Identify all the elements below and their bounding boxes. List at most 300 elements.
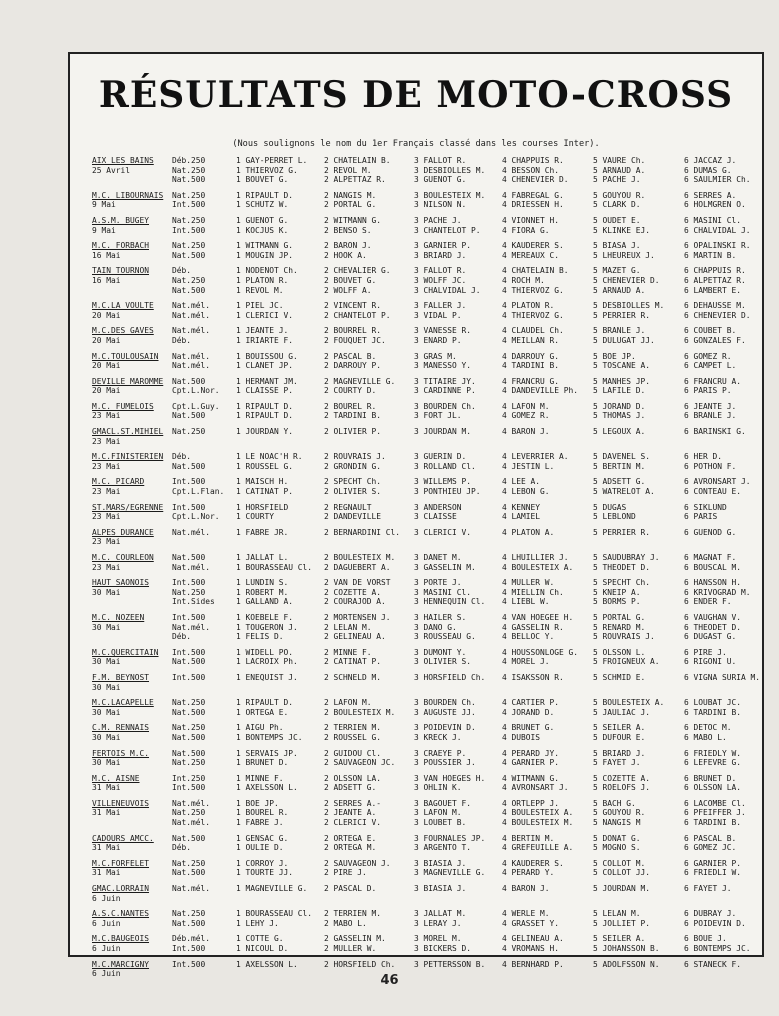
- club-name: AIX LES BAINS: [92, 156, 154, 165]
- placing-1: 1 ENEQUIST J.: [236, 672, 298, 682]
- placing-2: 2 COURAJOD A.: [324, 597, 386, 607]
- placing-6: 6 PARIS: [684, 512, 718, 522]
- result-row: [92, 462, 762, 472]
- placing-2: 2 ALPETTAZ R.: [324, 175, 386, 185]
- result-row: [92, 266, 762, 276]
- result-row: [92, 578, 762, 588]
- event-date: 6 Juin: [92, 969, 121, 979]
- placing-2: 2 BOUREL R.: [324, 401, 377, 411]
- placing-6: 6 DEHAUSSE M.: [684, 301, 746, 311]
- placing-2: 2 ADSETT G.: [324, 783, 377, 793]
- placing-2: 2 OLIVIER P.: [324, 427, 382, 437]
- placing-3: 3 CLAISSE: [414, 512, 457, 522]
- placing-5: 5 LELAN M.: [593, 909, 641, 919]
- placing-3: 3 MASINI Cl.: [414, 587, 472, 597]
- placing-3: 3 KRECK J.: [414, 732, 462, 742]
- race-category: Int.Sides: [172, 597, 215, 607]
- result-row: [92, 553, 762, 563]
- placing-5: 5 PERRIER R.: [593, 527, 651, 537]
- event-date: 30 Mai: [92, 732, 121, 742]
- placing-4: 4 LAMIEL: [502, 512, 541, 522]
- placing-5: 5 DULUGAT JJ.: [593, 335, 655, 345]
- placing-6: 6 BOUSCAL M.: [684, 562, 742, 572]
- placing-5: 5 VAURE Ch.: [593, 156, 646, 165]
- placing-3: 3 CLERICI V.: [414, 527, 472, 537]
- placing-3: 3 ARGENTO T.: [414, 843, 472, 853]
- placing-2: 2 COZETTE A.: [324, 587, 382, 597]
- placing-2: 2 WITMANN G.: [324, 215, 382, 225]
- placing-4: 4 JESTIN L.: [502, 461, 555, 471]
- race-category: Nat.250: [172, 215, 206, 225]
- placing-6: 6 MABO L.: [684, 732, 727, 742]
- result-row: [92, 226, 762, 236]
- placing-3: 3 MANESSO Y.: [414, 361, 472, 371]
- placing-6: 6 POIDEVIN D.: [684, 918, 746, 928]
- race-category: Nat.250: [172, 190, 206, 200]
- event-date: 30 Mai: [92, 587, 121, 597]
- race-category: Nat.500: [172, 376, 206, 386]
- placing-6: 6 GOMEZ JC.: [684, 843, 737, 853]
- placing-6: 6 TARDINI B.: [684, 818, 742, 828]
- race-category: Nat.250: [172, 275, 206, 285]
- placing-6: 6 MASINI Cl.: [684, 215, 742, 225]
- placing-1: 1 MOUGIN JP.: [236, 250, 294, 260]
- club-name: GMACL.ST.MIHIEL: [92, 427, 164, 437]
- club-name: M.C.FINISTERIEN: [92, 452, 164, 462]
- placing-3: 3 TITAIRE JY.: [414, 376, 476, 386]
- placing-4: 4 BERNHARD P.: [502, 959, 564, 969]
- placing-6: 6 HOLMGREN O.: [684, 200, 746, 210]
- placing-4: 4 MEREAUX C.: [502, 250, 560, 260]
- placing-4: 4 CHENEVIER D.: [502, 175, 569, 185]
- placing-3: 3 MOREL M.: [414, 934, 462, 944]
- placing-1: 1 BOUISSOU G.: [236, 351, 298, 361]
- placing-5: 5 PORTAL G.: [593, 612, 646, 622]
- result-row: [92, 708, 762, 718]
- event-date: 31 Mai: [92, 783, 121, 793]
- placing-1: 1 BOURASSEAU Cl.: [236, 909, 313, 919]
- event-date: 30 Mai: [92, 682, 121, 692]
- placing-2: 2 OLIVIER S.: [324, 487, 382, 497]
- placing-3: 3 VANESSE R.: [414, 326, 472, 336]
- event-date: 25 Avril: [92, 165, 131, 175]
- results-frame: [68, 52, 764, 979]
- result-row: [92, 311, 762, 321]
- race-category: Nat.250: [172, 758, 206, 768]
- placing-1: 1 FELIS D.: [236, 632, 284, 642]
- placing-2: 2 BENSO S.: [324, 225, 372, 235]
- result-row: [92, 276, 762, 286]
- placing-1: 1 MINNE F.: [236, 773, 284, 783]
- result-block: [92, 241, 762, 260]
- placing-5: 5 ROELOFS J.: [593, 783, 651, 793]
- placing-4: 4 BRUNET G.: [502, 723, 555, 733]
- placing-3: 3 FALLOT R.: [414, 266, 467, 276]
- placing-5: 5 DESBIOLLES M.: [593, 301, 665, 311]
- placing-4: 4 CHAPPUIS R.: [502, 156, 564, 165]
- race-category: Nat.500: [172, 707, 206, 717]
- placing-3: 3 FALLER J.: [414, 301, 467, 311]
- placing-2: 2 DAGUEBERT A.: [324, 562, 391, 572]
- race-category: Déb.: [172, 335, 192, 345]
- placing-4: 4 MEILLAN R.: [502, 335, 560, 345]
- placing-4: 4 BESSON Ch.: [502, 165, 560, 175]
- result-block: [92, 326, 762, 345]
- placing-4: 4 DRIESSEN H.: [502, 200, 564, 210]
- result-row: [92, 843, 762, 853]
- result-row: [92, 648, 762, 658]
- result-row: [92, 537, 762, 547]
- placing-4: 4 KAUDERER S.: [502, 241, 564, 251]
- placing-3: 3 DANET M.: [414, 553, 462, 562]
- race-category: Nat.mél.: [172, 326, 211, 336]
- placing-4: 4 WERLE M.: [502, 909, 550, 919]
- result-row: [92, 613, 762, 623]
- result-row: [92, 528, 762, 538]
- placing-5: 5 LEGOUX A.: [593, 427, 646, 437]
- result-block: [92, 352, 762, 371]
- race-category: Nat.mél.: [172, 351, 211, 361]
- race-category: Int.500: [172, 200, 206, 210]
- event-date: 9 Mai: [92, 200, 116, 210]
- race-category: Nat.mél.: [172, 884, 211, 894]
- placing-1: 1 AIGU Ph.: [236, 723, 284, 733]
- placing-2: 2 DARROUY P.: [324, 361, 382, 371]
- placing-1: 1 WIDELL PO.: [236, 647, 294, 657]
- placing-4: 4 ROCH M.: [502, 275, 545, 285]
- placing-4: 4 ISAKSSON R.: [502, 672, 564, 682]
- placing-2: 2 MORTENSEN J.: [324, 612, 391, 622]
- result-row: [92, 437, 762, 447]
- placing-2: 2 LELAN M.: [324, 622, 372, 632]
- placing-4: 4 THIERVOZ G.: [502, 285, 564, 295]
- result-block: [92, 191, 762, 210]
- race-category: Nat.mél.: [172, 310, 211, 320]
- placing-3: 3 POUSSIER J.: [414, 758, 476, 768]
- placing-6: 6 VAUGHAN V.: [684, 612, 742, 622]
- placing-5: 5 KLINKE EJ.: [593, 225, 651, 235]
- placing-1: 1 REVOL M.: [236, 285, 284, 295]
- result-row: [92, 683, 762, 693]
- placing-2: 2 CHEVALIER G.: [324, 266, 391, 276]
- placing-2: 2 NANGIS M.: [324, 190, 377, 200]
- race-category: Nat.500: [172, 461, 206, 471]
- race-category: Nat.250: [172, 723, 206, 733]
- placing-2: 2 HOOK A.: [324, 250, 367, 260]
- placing-6: 6 FRIEDLI W.: [684, 868, 742, 878]
- placing-3: 3 MAGNEVILLE G.: [414, 868, 486, 878]
- page-title: RÉSULTATS DE MOTO-CROSS: [98, 74, 734, 116]
- placing-2: 2 BOULESTEIX M.: [324, 553, 396, 562]
- race-category: Nat.500: [172, 285, 206, 295]
- placing-2: 2 JEANTE A.: [324, 808, 377, 818]
- placing-1: 1 OULIE D.: [236, 843, 284, 853]
- placing-4: 4 VAN HOEGEE H.: [502, 612, 574, 622]
- placing-4: 4 VIONNET H.: [502, 215, 560, 225]
- placing-5: 5 DUFOUR E.: [593, 732, 646, 742]
- placing-1: 1 PLATON R.: [236, 275, 289, 285]
- placing-6: 6 CHENEVIER D.: [684, 310, 751, 320]
- club-name: M.C.MARCIGNY: [92, 959, 150, 969]
- placing-6: 6 CAMPET L.: [684, 361, 737, 371]
- race-category: Nat.500: [172, 732, 206, 742]
- result-block: [92, 673, 762, 692]
- placing-6: 6 PARIS P.: [684, 386, 732, 396]
- placing-3: 3 PETTERSSON B.: [414, 959, 486, 969]
- placing-5: 5 FROIGNEUX A.: [593, 657, 660, 667]
- placing-1: 1 GENSAC G.: [236, 833, 289, 843]
- placing-6: 6 THEODET D.: [684, 622, 742, 632]
- race-category: Nat.mél.: [172, 818, 211, 828]
- placing-5: 5 JOHANSSON B.: [593, 944, 660, 953]
- event-date: 30 Mai: [92, 707, 121, 717]
- event-date: 16 Mai: [92, 275, 121, 285]
- placing-4: 4 CLAUDEL Ch.: [502, 326, 564, 336]
- result-row: [92, 411, 762, 421]
- result-row: [92, 623, 762, 633]
- placing-1: 1 FABRE JR.: [236, 527, 289, 537]
- placing-6: 6 ENDER F.: [684, 597, 732, 607]
- race-category: Nat.250: [172, 698, 206, 708]
- placing-5: 5 BERTIN M.: [593, 461, 646, 471]
- result-row: [92, 749, 762, 759]
- placing-2: 2 HORSFIELD Ch.: [324, 959, 396, 969]
- placing-1: 1 ROBERT M.: [236, 587, 289, 597]
- placing-5: 5 ADSETT G.: [593, 477, 646, 487]
- placing-5: 5 COLLOT JJ.: [593, 868, 651, 878]
- placing-3: 3 AUGUSTE JJ.: [414, 707, 476, 717]
- event-date: 9 Mai: [92, 225, 116, 235]
- placing-4: 4 CHATELAIN B.: [502, 266, 569, 276]
- placing-1: 1 HORSFIELD: [236, 502, 289, 512]
- placing-2: 2 REGNAULT: [324, 502, 372, 512]
- placing-4: 4 DARROUY G.: [502, 351, 560, 361]
- placing-2: 2 MAGNEVILLE G.: [324, 376, 396, 386]
- result-row: [92, 632, 762, 642]
- placing-5: 5 BACH G.: [593, 798, 636, 808]
- placing-4: 4 FABREGAL G.: [502, 190, 564, 200]
- placing-1: 1 RIPAULT D.: [236, 190, 294, 200]
- club-name: ST.MARS/EGRENNE: [92, 502, 164, 512]
- placing-1: 1 RIPAULT D.: [236, 698, 294, 708]
- event-date: 30 Mai: [92, 622, 121, 632]
- placing-1: 1 CLAISSE P.: [236, 386, 294, 396]
- placing-2: 2 SPECHT Ch.: [324, 477, 382, 487]
- placing-1: 1 ROUSSEL G.: [236, 461, 294, 471]
- placing-6: 6 GUENOD G.: [684, 527, 737, 537]
- placing-2: 2 ORTEGA E.: [324, 833, 377, 843]
- placing-4: 4 GOMEZ R.: [502, 411, 550, 421]
- race-category: Cpt.L.Flan.: [172, 487, 225, 497]
- placing-6: 6 COUBET B.: [684, 326, 737, 336]
- result-block: [92, 723, 762, 742]
- placing-4: 4 KENNEY: [502, 502, 541, 512]
- placing-3: 3 GASSELIN M.: [414, 562, 476, 572]
- placing-2: 2 SCHNELD M.: [324, 672, 382, 682]
- placing-5: 5 DONAT G.: [593, 833, 641, 843]
- placing-3: 3 VAN HOEGES H.: [414, 773, 486, 783]
- placing-2: 2 BOUVET G.: [324, 275, 377, 285]
- page-number: 46: [380, 973, 399, 988]
- placing-1: 1 JEANTE J.: [236, 326, 289, 336]
- result-row: [92, 868, 762, 878]
- result-row: [92, 286, 762, 296]
- result-block: [92, 402, 762, 421]
- placing-5: 5 ARNAUD A.: [593, 285, 646, 295]
- placing-5: 5 PACHE J.: [593, 175, 641, 185]
- placing-4: 4 MOREL J.: [502, 657, 550, 667]
- placing-1: 1 RIPAULT D.: [236, 401, 294, 411]
- placing-3: 3 CHANTELOT P.: [414, 225, 481, 235]
- placing-5: 5 JOURDAN M.: [593, 884, 651, 894]
- race-category: Nat.500: [172, 833, 206, 843]
- race-category: Int.500: [172, 477, 206, 487]
- club-name: CADOURS AMCC.: [92, 833, 154, 843]
- placing-6: 6 RIGONI U.: [684, 657, 737, 667]
- club-name: M.C. FUMELOIS: [92, 401, 154, 411]
- placing-4: 4 KAUDERER S.: [502, 858, 564, 868]
- placing-5: 5 SAUDUBRAY J.: [593, 553, 660, 562]
- placing-3: 3 BOURDEN Ch.: [414, 401, 476, 411]
- result-row: [92, 326, 762, 336]
- race-category: Nat.500: [172, 175, 206, 185]
- race-category: Nat.mél.: [172, 622, 211, 632]
- race-category: Déb.: [172, 632, 192, 642]
- placing-2: 2 FOUQUET JC.: [324, 335, 386, 345]
- result-row: [92, 698, 762, 708]
- placing-3: 3 DANO G.: [414, 622, 457, 632]
- placing-4: 4 BOULESTEIX M.: [502, 818, 574, 828]
- placing-3: 3 FORT JL.: [414, 411, 462, 421]
- placing-3: 3 HENNEQUIN Cl.: [414, 597, 486, 607]
- placing-3: 3 BIASIA J.: [414, 858, 467, 868]
- placing-5: 5 SCHMID E.: [593, 672, 646, 682]
- placing-3: 3 OHLIN K.: [414, 783, 462, 793]
- placing-3: 3 DESBIOLLES M.: [414, 165, 486, 175]
- placing-4: 4 GARNIER P.: [502, 758, 560, 768]
- event-date: 23 Mai: [92, 461, 121, 471]
- placing-4: 4 FIORA G.: [502, 225, 550, 235]
- result-block: [92, 477, 762, 496]
- placing-1: 1 HERMANT JM.: [236, 376, 298, 386]
- race-category: Nat.500: [172, 411, 206, 421]
- placing-1: 1 COTTE G.: [236, 934, 284, 944]
- placing-2: 2 ROUSSEL G.: [324, 732, 382, 742]
- placing-3: 3 ROLLAND Cl.: [414, 461, 476, 471]
- placing-5: 5 LHEUREUX J.: [593, 250, 655, 260]
- event-date: 23 Mai: [92, 537, 121, 547]
- club-name: M.C.BAUGEOIS: [92, 934, 150, 944]
- result-row: [92, 774, 762, 784]
- result-row: [92, 477, 762, 487]
- placing-2: 2 CHANTELOT P.: [324, 310, 391, 320]
- race-category: Int.500: [172, 783, 206, 793]
- placing-6: 6 DUGAST G.: [684, 632, 737, 642]
- placing-5: 5 TOSCANE A.: [593, 361, 651, 371]
- event-date: 23 Mai: [92, 562, 121, 572]
- placing-1: 1 NICOUL D.: [236, 944, 289, 953]
- placing-6: 6 CHAPPUIS R.: [684, 266, 746, 276]
- placing-4: 4 BARON J.: [502, 427, 550, 437]
- placing-1: 1 BOUVET G.: [236, 175, 289, 185]
- placing-2: 2 CATINAT P.: [324, 657, 382, 667]
- placing-3: 3 ANDERSON: [414, 502, 462, 512]
- result-row: [92, 673, 762, 683]
- placing-6: 6 SIKLUND: [684, 502, 727, 512]
- placing-5: 5 ARNAUD A.: [593, 165, 646, 175]
- placing-4: 4 BELLOC Y.: [502, 632, 555, 642]
- placing-6: 6 LOUBAT JC.: [684, 698, 742, 708]
- placing-3: 3 CRAEYE P.: [414, 748, 467, 758]
- placing-4: 4 LEE A.: [502, 477, 541, 487]
- race-category: Déb.: [172, 266, 192, 276]
- event-date: 31 Mai: [92, 808, 121, 818]
- placing-5: 5 GOUYOU R.: [593, 808, 646, 818]
- club-name: TAIN TOURNON: [92, 266, 150, 276]
- placing-2: 2 PORTAL G.: [324, 200, 377, 210]
- result-block: [92, 578, 762, 607]
- placing-2: 2 PASCAL D.: [324, 884, 377, 894]
- club-name: VILLENEUVOIS: [92, 798, 150, 808]
- event-date: 31 Mai: [92, 868, 121, 878]
- placing-5: 5 THEODET D.: [593, 562, 651, 572]
- result-block: [92, 156, 762, 185]
- placing-1: 1 JALLAT L.: [236, 553, 289, 562]
- placing-5: 5 SEILER A.: [593, 723, 646, 733]
- placing-6: 6 GOMEZ R.: [684, 351, 732, 361]
- placing-5: 5 ADOLFSSON N.: [593, 959, 660, 969]
- placing-2: 2 TERRIEN M.: [324, 909, 382, 919]
- placing-2: 2 BOULESTEIX M.: [324, 707, 396, 717]
- placing-1: 1 BOUREL R.: [236, 808, 289, 818]
- placing-4: 4 LIEBL W.: [502, 597, 550, 607]
- placing-6: 6 GARNIER P.: [684, 858, 742, 868]
- result-row: [92, 944, 762, 954]
- result-row: [92, 799, 762, 809]
- placing-5: 5 LAFILE D.: [593, 386, 646, 396]
- result-row: [92, 200, 762, 210]
- placing-3: 3 WILLEMS P.: [414, 477, 472, 487]
- placing-3: 3 JOURDAN M.: [414, 427, 472, 437]
- race-category: Int.500: [172, 959, 206, 969]
- placing-4: 4 HOUSSONLOGE G.: [502, 647, 579, 657]
- placing-6: 6 BRUNET D.: [684, 773, 737, 783]
- placing-5: 5 RENARD M.: [593, 622, 646, 632]
- club-name: A.S.C.NANTES: [92, 909, 150, 919]
- placing-5: 5 BOULESTEIX A.: [593, 698, 665, 708]
- race-category: Déb.: [172, 843, 192, 853]
- club-name: FERTOIS M.C.: [92, 748, 150, 758]
- result-block: [92, 216, 762, 235]
- result-row: [92, 452, 762, 462]
- placing-1: 1 IRIARTE F.: [236, 335, 294, 345]
- result-row: [92, 512, 762, 522]
- placing-2: 2 ORTEGA M.: [324, 843, 377, 853]
- placing-3: 3 BAGOUET F.: [414, 798, 472, 808]
- race-category: Nat.mél.: [172, 562, 211, 572]
- placing-3: 3 OLIVIER S.: [414, 657, 472, 667]
- placing-5: 5 FAYET J.: [593, 758, 641, 768]
- club-name: C.M. RENNAIS: [92, 723, 150, 733]
- placing-6: 6 ALPETTAZ R.: [684, 275, 746, 285]
- race-category: Nat.250: [172, 241, 206, 251]
- placing-6: 6 SERRES A.: [684, 190, 737, 200]
- placing-6: 6 LACOMBE Cl.: [684, 798, 746, 808]
- result-row: [92, 352, 762, 362]
- result-block: [92, 799, 762, 828]
- placing-1: 1 KOEBELE F.: [236, 612, 294, 622]
- placing-6: 6 TARDINI B.: [684, 707, 742, 717]
